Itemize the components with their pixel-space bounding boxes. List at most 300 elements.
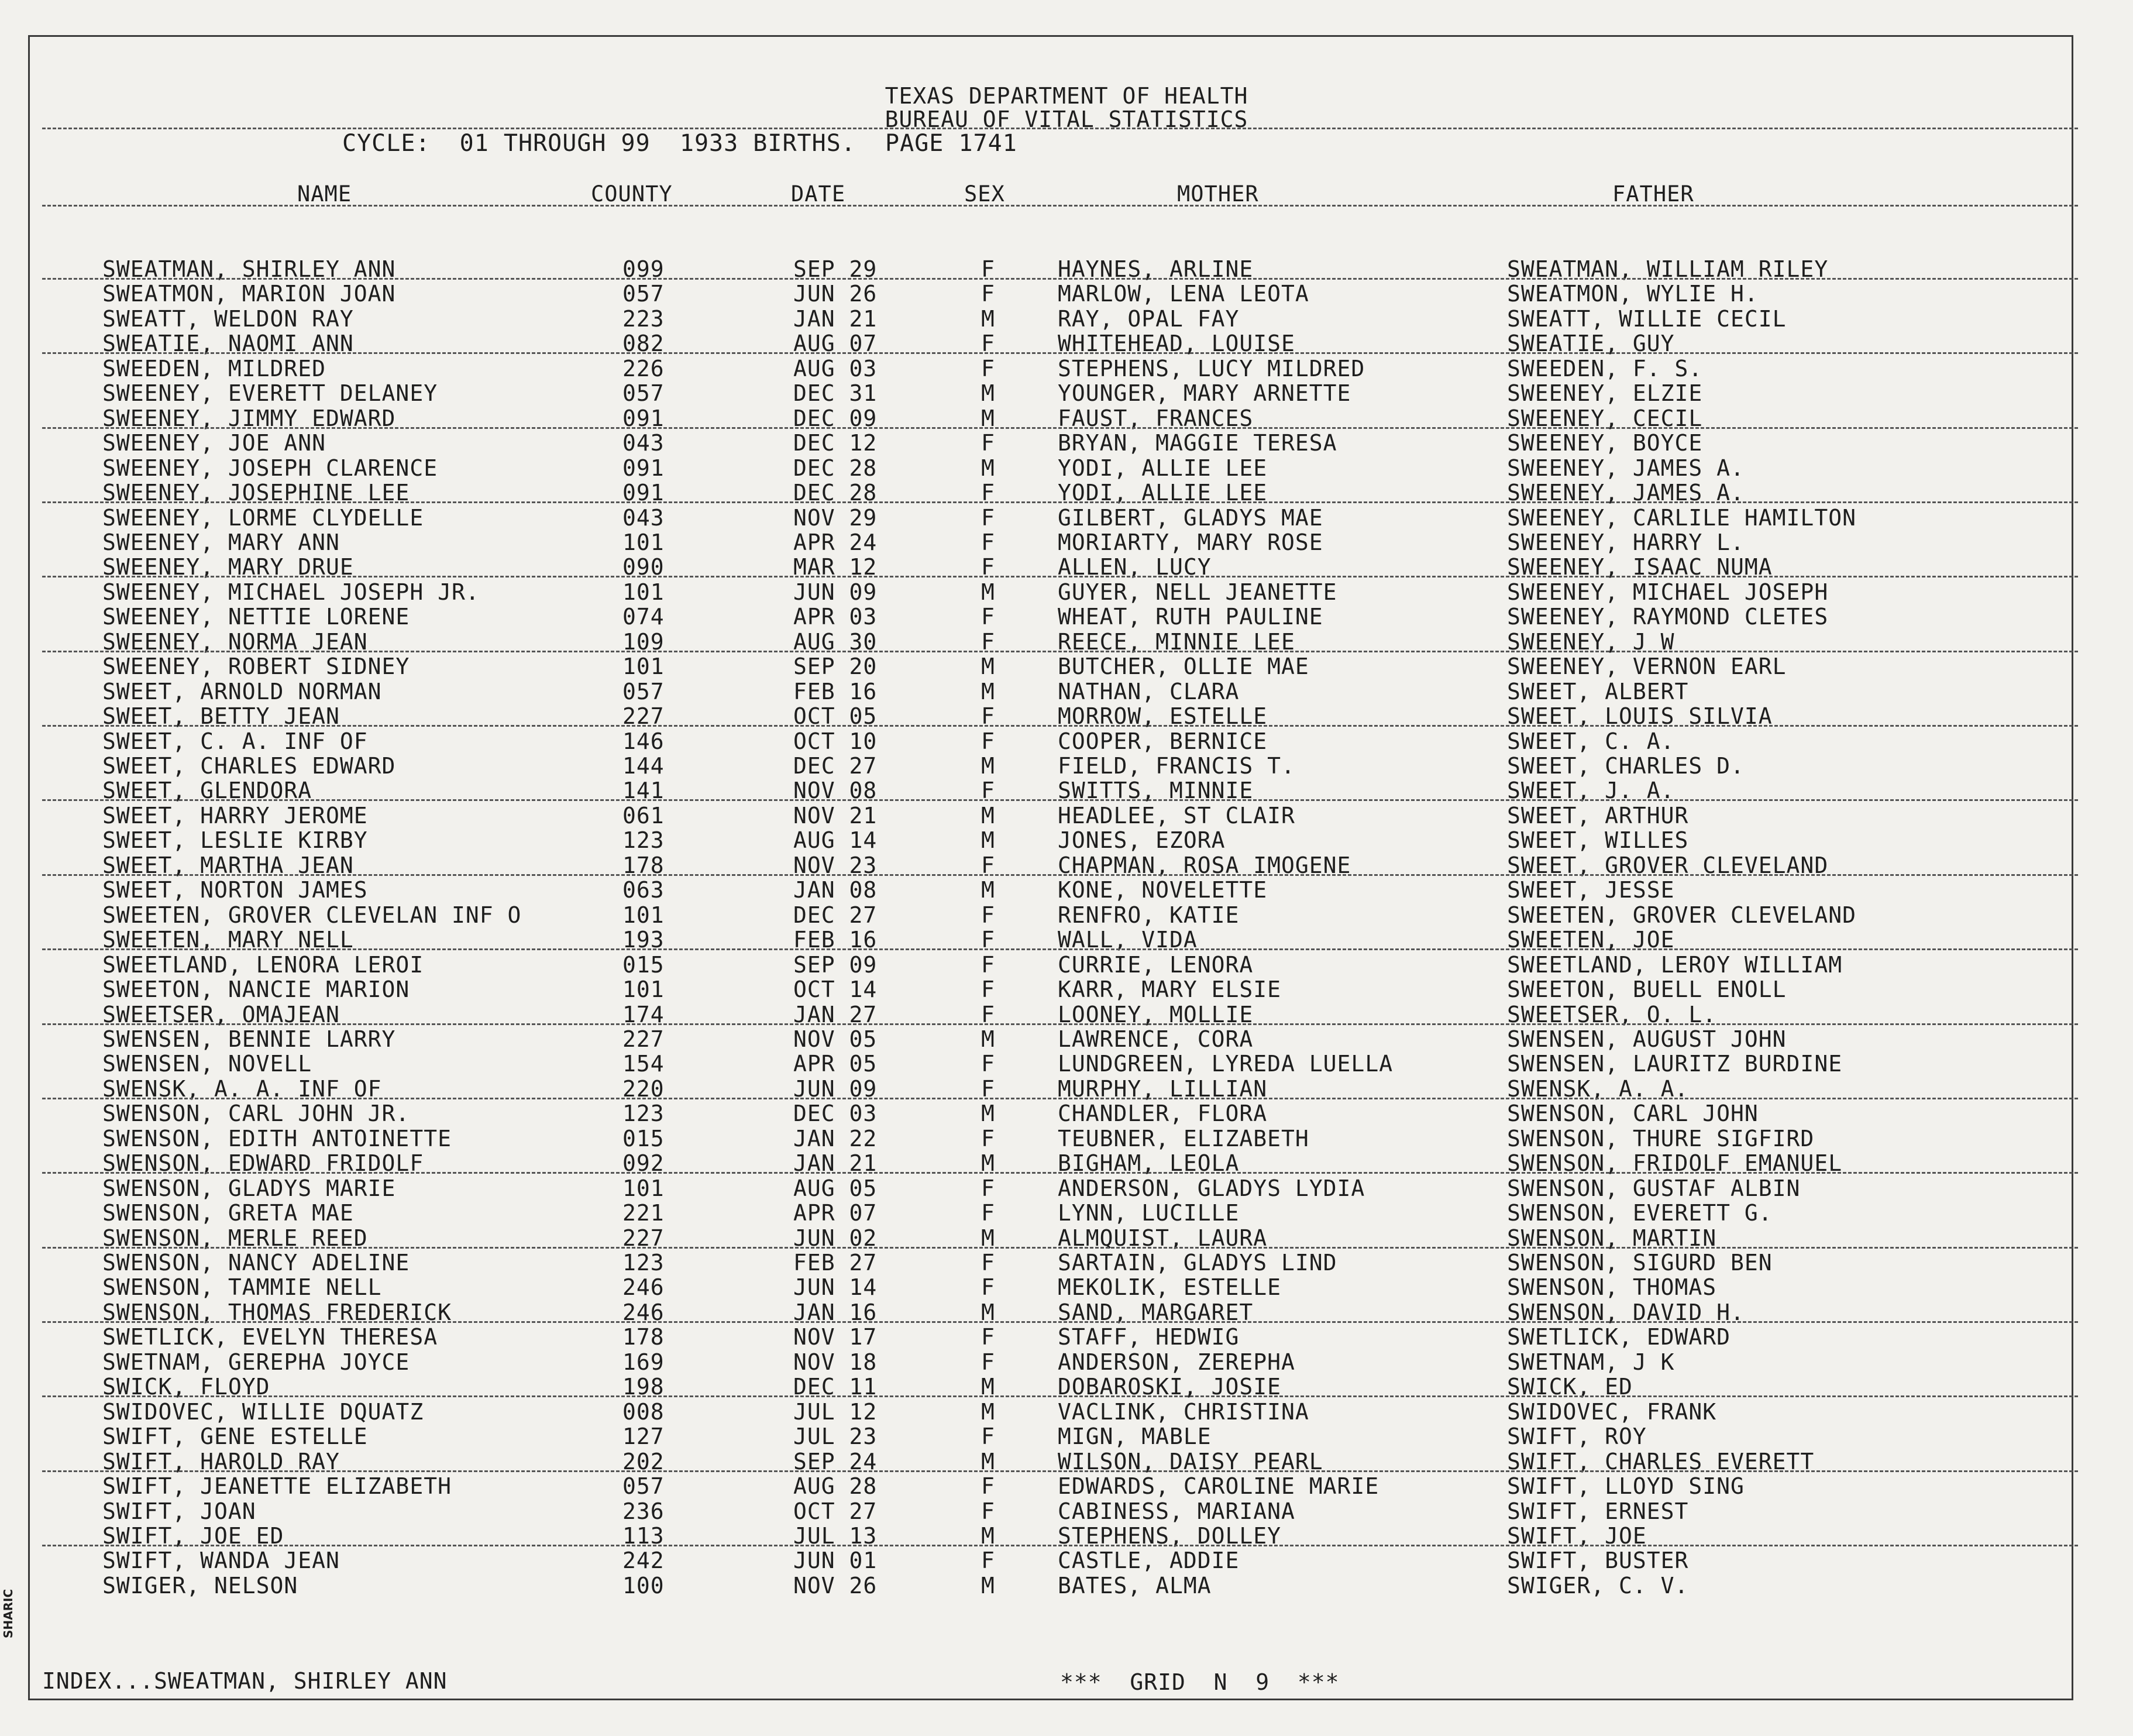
record-sex: F xyxy=(981,1349,995,1375)
record-date: DEC 03 xyxy=(793,1101,878,1127)
record-row xyxy=(0,579,2133,604)
record-row xyxy=(0,654,2133,678)
record-sex: F xyxy=(981,1498,995,1524)
record-county: 127 xyxy=(622,1424,665,1450)
record-father: SWEENEY, J W xyxy=(1507,628,1675,655)
record-sex: F xyxy=(981,1200,995,1226)
record-county: 090 xyxy=(622,554,665,580)
record-date: FEB 27 xyxy=(793,1250,878,1276)
record-name: SWEATMON, MARION JOAN xyxy=(102,281,396,307)
record-mother: WALL, VIDA xyxy=(1058,927,1198,953)
record-sex: M xyxy=(981,1572,995,1599)
cycle-line: CYCLE: 01 THROUGH 99 1933 BIRTHS. PAGE 1741 xyxy=(342,130,1017,157)
record-county: 057 xyxy=(622,281,665,307)
record-father: SWETNAM, J K xyxy=(1507,1349,1675,1375)
record-row xyxy=(0,331,2133,355)
record-name: SWEETON, NANCIE MARION xyxy=(102,977,410,1003)
record-mother: STEPHENS, LUCY MILDRED xyxy=(1058,355,1365,381)
row-group-rule xyxy=(42,1545,2078,1546)
record-mother: JONES, EZORA xyxy=(1058,827,1226,854)
record-row xyxy=(0,1300,2133,1324)
record-county: 123 xyxy=(622,1250,665,1276)
record-mother: BATES, ALMA xyxy=(1058,1572,1212,1599)
record-row xyxy=(0,1374,2133,1398)
record-name: SWIFT, WANDA JEAN xyxy=(102,1548,340,1574)
grid-footer: *** GRID N 9 *** xyxy=(1060,1669,1340,1695)
row-group-rule xyxy=(42,799,2078,801)
record-row xyxy=(0,306,2133,331)
record-date: SEP 20 xyxy=(793,654,878,680)
record-sex: F xyxy=(981,256,995,282)
record-sex: F xyxy=(981,554,995,580)
record-name: SWEATT, WELDON RAY xyxy=(102,305,354,332)
record-father: SWEETEN, JOE xyxy=(1507,927,1675,953)
row-group-rule xyxy=(42,1321,2078,1323)
record-county: 246 xyxy=(622,1274,665,1301)
record-row xyxy=(0,1573,2133,1597)
record-row xyxy=(0,281,2133,305)
record-date: AUG 03 xyxy=(793,355,878,381)
record-county: 091 xyxy=(622,455,665,481)
record-mother: STAFF, HEDWIG xyxy=(1058,1324,1240,1350)
record-mother: HEADLEE, ST CLAIR xyxy=(1058,802,1295,829)
record-mother: FIELD, FRANCIS T. xyxy=(1058,753,1295,779)
record-name: SWEENEY, JOE ANN xyxy=(102,430,326,456)
record-father: SWEENEY, CECIL xyxy=(1507,405,1703,431)
row-group-rule xyxy=(42,1172,2078,1174)
record-mother: CASTLE, ADDIE xyxy=(1058,1548,1240,1574)
record-date: MAR 12 xyxy=(793,554,878,580)
record-name: SWENSON, NANCY ADELINE xyxy=(102,1250,410,1276)
record-row xyxy=(0,1498,2133,1523)
record-row xyxy=(0,703,2133,728)
record-mother: FAUST, FRANCES xyxy=(1058,405,1254,431)
record-sex: F xyxy=(981,1175,995,1201)
record-county: 144 xyxy=(622,753,665,779)
record-father: SWETLICK, EDWARD xyxy=(1507,1324,1731,1350)
record-father: SWEET, LOUIS SILVIA xyxy=(1507,703,1773,730)
record-father: SWEET, ARTHUR xyxy=(1507,802,1689,829)
record-name: SWEENEY, JOSEPH CLARENCE xyxy=(102,455,438,481)
record-father: SWIFT, ERNEST xyxy=(1507,1498,1689,1524)
record-mother: BRYAN, MAGGIE TERESA xyxy=(1058,430,1337,456)
record-father: SWENSON, FRIDOLF EMANUEL xyxy=(1507,1150,1843,1177)
row-group-rule xyxy=(42,725,2078,727)
record-row xyxy=(0,1473,2133,1498)
record-father: SWENSON, SIGURD BEN xyxy=(1507,1250,1773,1276)
record-name: SWENSK, A. A. INF OF xyxy=(102,1075,382,1102)
record-father: SWENSON, MARTIN xyxy=(1507,1225,1717,1251)
record-name: SWEETLAND, LENORA LEROI xyxy=(102,951,424,978)
record-date: JUL 13 xyxy=(793,1522,878,1549)
record-name: SWEET, ARNOLD NORMAN xyxy=(102,678,382,704)
record-mother: GUYER, NELL JEANETTE xyxy=(1058,579,1337,605)
record-date: JUN 09 xyxy=(793,579,878,605)
record-row xyxy=(0,1051,2133,1075)
record-mother: MIGN, MABLE xyxy=(1058,1424,1212,1450)
record-father: SWIFT, BUSTER xyxy=(1507,1548,1689,1574)
record-sex: F xyxy=(981,1548,995,1574)
record-sex: F xyxy=(981,1324,995,1350)
record-father: SWENSON, CARL JOHN xyxy=(1507,1101,1759,1127)
record-name: SWENSEN, BENNIE LARRY xyxy=(102,1026,396,1052)
column-header-county: COUNTY xyxy=(591,181,673,207)
record-name: SWEET, C. A. INF OF xyxy=(102,728,368,754)
record-date: APR 24 xyxy=(793,529,878,555)
record-mother: YOUNGER, MARY ARNETTE xyxy=(1058,380,1351,407)
record-name: SWIFT, GENE ESTELLE xyxy=(102,1424,368,1450)
record-mother: REECE, MINNIE LEE xyxy=(1058,628,1295,655)
record-mother: MARLOW, LENA LEOTA xyxy=(1058,281,1309,307)
record-mother: ANDERSON, ZEREPHA xyxy=(1058,1349,1295,1375)
record-mother: CHAPMAN, ROSA IMOGENE xyxy=(1058,852,1351,878)
record-county: 146 xyxy=(622,728,665,754)
record-date: OCT 14 xyxy=(793,977,878,1003)
column-header-name: NAME xyxy=(297,181,352,207)
record-mother: CURRIE, LENORA xyxy=(1058,951,1254,978)
record-date: JAN 22 xyxy=(793,1125,878,1151)
record-name: SWEETSER, OMAJEAN xyxy=(102,1001,340,1027)
record-row xyxy=(0,753,2133,778)
record-father: SWEETEN, GROVER CLEVELAND xyxy=(1507,902,1856,928)
record-county: 123 xyxy=(622,1101,665,1127)
record-sex: F xyxy=(981,1274,995,1301)
record-county: 101 xyxy=(622,1175,665,1201)
record-county: 236 xyxy=(622,1498,665,1524)
record-father: SWEENEY, JAMES A. xyxy=(1507,480,1745,506)
column-header-mother: MOTHER xyxy=(1177,181,1259,207)
record-date: JUN 09 xyxy=(793,1075,878,1102)
record-sex: M xyxy=(981,1150,995,1177)
record-date: NOV 05 xyxy=(793,1026,878,1052)
record-county: 091 xyxy=(622,405,665,431)
row-group-rule xyxy=(42,1023,2078,1025)
record-mother: WILSON, DAISY PEARL xyxy=(1058,1448,1323,1474)
record-name: SWEATMAN, SHIRLEY ANN xyxy=(102,256,396,282)
record-date: AUG 28 xyxy=(793,1473,878,1500)
record-name: SWEENEY, JOSEPHINE LEE xyxy=(102,480,410,506)
record-sex: M xyxy=(981,579,995,605)
column-header-sex: SEX xyxy=(964,181,1005,207)
record-name: SWENSON, MERLE REED xyxy=(102,1225,368,1251)
record-county: 220 xyxy=(622,1075,665,1102)
bureau-title: BUREAU OF VITAL STATISTICS xyxy=(885,106,1248,132)
record-name: SWEENEY, NORMA JEAN xyxy=(102,628,368,655)
record-mother: KARR, MARY ELSIE xyxy=(1058,977,1282,1003)
record-sex: M xyxy=(981,753,995,779)
record-name: SWEET, BETTY JEAN xyxy=(102,703,340,730)
record-row xyxy=(0,1076,2133,1101)
record-county: 246 xyxy=(622,1299,665,1325)
record-row xyxy=(0,1399,2133,1424)
record-sex: F xyxy=(981,504,995,531)
record-mother: BUTCHER, OLLIE MAE xyxy=(1058,654,1309,680)
record-county: 178 xyxy=(622,852,665,878)
record-father: SWEET, J. A. xyxy=(1507,778,1675,804)
record-date: DEC 27 xyxy=(793,902,878,928)
record-father: SWEET, GROVER CLEVELAND xyxy=(1507,852,1829,878)
record-sex: F xyxy=(981,480,995,506)
record-sex: M xyxy=(981,802,995,829)
record-name: SWEENEY, MARY ANN xyxy=(102,529,340,555)
record-father: SWIGER, C. V. xyxy=(1507,1572,1689,1599)
record-name: SWENSON, GRETA MAE xyxy=(102,1200,354,1226)
record-county: 101 xyxy=(622,977,665,1003)
record-row xyxy=(0,803,2133,827)
record-sex: M xyxy=(981,1522,995,1549)
record-row xyxy=(0,1349,2133,1374)
record-sex: F xyxy=(981,778,995,804)
record-sex: M xyxy=(981,1374,995,1400)
record-sex: F xyxy=(981,529,995,555)
record-row xyxy=(0,977,2133,1001)
record-mother: ALLEN, LUCY xyxy=(1058,554,1212,580)
record-row xyxy=(0,778,2133,802)
record-date: DEC 11 xyxy=(793,1374,878,1400)
record-name: SWEETEN, MARY NELL xyxy=(102,927,354,953)
record-county: 099 xyxy=(622,256,665,282)
record-sex: M xyxy=(981,1225,995,1251)
record-father: SWIFT, LLOYD SING xyxy=(1507,1473,1745,1500)
record-mother: LAWRENCE, CORA xyxy=(1058,1026,1254,1052)
record-name: SWIFT, JEANETTE ELIZABETH xyxy=(102,1473,452,1500)
record-date: OCT 27 xyxy=(793,1498,878,1524)
record-date: AUG 30 xyxy=(793,628,878,655)
record-date: DEC 12 xyxy=(793,430,878,456)
record-row xyxy=(0,455,2133,480)
record-row xyxy=(0,1548,2133,1572)
record-county: 057 xyxy=(622,678,665,704)
record-name: SWENSON, TAMMIE NELL xyxy=(102,1274,382,1301)
record-sex: F xyxy=(981,951,995,978)
record-county: 141 xyxy=(622,778,665,804)
record-county: 074 xyxy=(622,604,665,630)
record-county: 223 xyxy=(622,305,665,332)
record-date: NOV 17 xyxy=(793,1324,878,1350)
record-mother: ANDERSON, GLADYS LYDIA xyxy=(1058,1175,1365,1201)
record-date: JUL 23 xyxy=(793,1424,878,1450)
record-county: 043 xyxy=(622,430,665,456)
record-date: JAN 21 xyxy=(793,305,878,332)
record-name: SWENSON, CARL JOHN JR. xyxy=(102,1101,410,1127)
record-row xyxy=(0,827,2133,852)
record-date: JUL 12 xyxy=(793,1398,878,1425)
record-sex: F xyxy=(981,1051,995,1077)
record-name: SWENSON, EDWARD FRIDOLF xyxy=(102,1150,424,1177)
record-sex: F xyxy=(981,628,995,655)
record-date: DEC 28 xyxy=(793,480,878,506)
record-father: SWENSON, EVERETT G. xyxy=(1507,1200,1773,1226)
record-row xyxy=(0,405,2133,430)
record-name: SWEET, LESLIE KIRBY xyxy=(102,827,368,854)
record-name: SWEET, GLENDORA xyxy=(102,778,312,804)
record-sex: M xyxy=(981,678,995,704)
record-father: SWEET, CHARLES D. xyxy=(1507,753,1745,779)
record-mother: ALMQUIST, LAURA xyxy=(1058,1225,1268,1251)
record-row xyxy=(0,356,2133,380)
record-name: SWEET, CHARLES EDWARD xyxy=(102,753,396,779)
record-name: SWEET, NORTON JAMES xyxy=(102,877,368,903)
record-county: 057 xyxy=(622,380,665,407)
record-sex: M xyxy=(981,1398,995,1425)
record-father: SWICK, ED xyxy=(1507,1374,1633,1400)
record-mother: SWITTS, MINNIE xyxy=(1058,778,1254,804)
record-sex: F xyxy=(981,1125,995,1151)
record-row xyxy=(0,1324,2133,1349)
record-mother: STEPHENS, DOLLEY xyxy=(1058,1522,1282,1549)
record-name: SWEATIE, NAOMI ANN xyxy=(102,331,354,357)
record-county: 008 xyxy=(622,1398,665,1425)
record-name: SWIGER, NELSON xyxy=(102,1572,298,1599)
record-mother: MEKOLIK, ESTELLE xyxy=(1058,1274,1282,1301)
record-mother: CHANDLER, FLORA xyxy=(1058,1101,1268,1127)
record-father: SWIFT, ROY xyxy=(1507,1424,1647,1450)
record-row xyxy=(0,1002,2133,1026)
record-mother: RAY, OPAL FAY xyxy=(1058,305,1240,332)
record-date: NOV 08 xyxy=(793,778,878,804)
row-group-rule xyxy=(42,352,2078,354)
record-name: SWENSON, THOMAS FREDERICK xyxy=(102,1299,452,1325)
record-sex: F xyxy=(981,1001,995,1027)
record-name: SWENSON, GLADYS MARIE xyxy=(102,1175,396,1201)
record-date: SEP 29 xyxy=(793,256,878,282)
record-row xyxy=(0,852,2133,877)
record-date: JAN 27 xyxy=(793,1001,878,1027)
record-father: SWEENEY, HARRY L. xyxy=(1507,529,1745,555)
record-sex: F xyxy=(981,902,995,928)
record-father: SWEENEY, ISAAC NUMA xyxy=(1507,554,1773,580)
record-name: SWEETEN, GROVER CLEVELAN INF O xyxy=(102,902,522,928)
record-sex: M xyxy=(981,827,995,854)
row-group-rule xyxy=(42,1098,2078,1099)
record-date: AUG 07 xyxy=(793,331,878,357)
record-sex: M xyxy=(981,654,995,680)
record-county: 113 xyxy=(622,1522,665,1549)
record-date: NOV 26 xyxy=(793,1572,878,1599)
record-date: OCT 05 xyxy=(793,703,878,730)
record-name: SWIFT, JOAN xyxy=(102,1498,256,1524)
row-group-rule xyxy=(42,1247,2078,1249)
record-row xyxy=(0,1150,2133,1175)
record-row xyxy=(0,902,2133,927)
side-label: SHARIC xyxy=(1,1589,15,1638)
record-father: SWIFT, CHARLES EVERETT xyxy=(1507,1448,1815,1474)
department-title: TEXAS DEPARTMENT OF HEALTH xyxy=(885,83,1248,109)
record-row xyxy=(0,480,2133,504)
record-county: 227 xyxy=(622,1026,665,1052)
record-name: SWICK, FLOYD xyxy=(102,1374,270,1400)
record-name: SWIDOVEC, WILLIE DQUATZ xyxy=(102,1398,424,1425)
record-name: SWEENEY, MICHAEL JOSEPH JR. xyxy=(102,579,480,605)
record-date: JUN 01 xyxy=(793,1548,878,1574)
record-date: JUN 26 xyxy=(793,281,878,307)
record-date: SEP 09 xyxy=(793,951,878,978)
record-mother: MURPHY, LILLIAN xyxy=(1058,1075,1268,1102)
record-mother: WHITEHEAD, LOUISE xyxy=(1058,331,1295,357)
record-father: SWEATMON, WYLIE H. xyxy=(1507,281,1759,307)
record-mother: TEUBNER, ELIZABETH xyxy=(1058,1125,1309,1151)
record-father: SWENSEN, LAURITZ BURDINE xyxy=(1507,1051,1843,1077)
row-group-rule xyxy=(42,576,2078,577)
record-mother: YODI, ALLIE LEE xyxy=(1058,480,1268,506)
record-sex: F xyxy=(981,852,995,878)
record-father: SWEENEY, MICHAEL JOSEPH xyxy=(1507,579,1829,605)
record-father: SWEETSER, O. L. xyxy=(1507,1001,1717,1027)
record-mother: VACLINK, CHRISTINA xyxy=(1058,1398,1309,1425)
record-father: SWEENEY, VERNON EARL xyxy=(1507,654,1787,680)
record-name: SWIFT, JOE ED xyxy=(102,1522,284,1549)
record-row xyxy=(0,1200,2133,1225)
record-father: SWENSON, GUSTAF ALBIN xyxy=(1507,1175,1801,1201)
record-sex: M xyxy=(981,455,995,481)
record-row xyxy=(0,1523,2133,1548)
record-date: JAN 21 xyxy=(793,1150,878,1177)
row-group-rule xyxy=(42,427,2078,429)
record-row xyxy=(0,554,2133,579)
record-mother: COOPER, BERNICE xyxy=(1058,728,1268,754)
record-sex: M xyxy=(981,877,995,903)
record-name: SWEEDEN, MILDRED xyxy=(102,355,326,381)
record-row xyxy=(0,1250,2133,1274)
record-date: DEC 27 xyxy=(793,753,878,779)
record-county: 174 xyxy=(622,1001,665,1027)
record-father: SWEENEY, ELZIE xyxy=(1507,380,1703,407)
header-rule xyxy=(42,128,2078,129)
record-father: SWIFT, JOE xyxy=(1507,1522,1647,1549)
record-county: 061 xyxy=(622,802,665,829)
record-father: SWEET, ALBERT xyxy=(1507,678,1689,704)
record-sex: F xyxy=(981,331,995,357)
record-name: SWETLICK, EVELYN THERESA xyxy=(102,1324,438,1350)
record-mother: SARTAIN, GLADYS LIND xyxy=(1058,1250,1337,1276)
record-date: APR 05 xyxy=(793,1051,878,1077)
record-date: FEB 16 xyxy=(793,927,878,953)
record-date: AUG 05 xyxy=(793,1175,878,1201)
record-sex: F xyxy=(981,604,995,630)
record-mother: EDWARDS, CAROLINE MARIE xyxy=(1058,1473,1379,1500)
record-sex: F xyxy=(981,1075,995,1102)
record-row xyxy=(0,1274,2133,1299)
record-mother: GILBERT, GLADYS MAE xyxy=(1058,504,1323,531)
record-county: 101 xyxy=(622,579,665,605)
record-county: 169 xyxy=(622,1349,665,1375)
record-sex: M xyxy=(981,405,995,431)
row-group-rule xyxy=(42,1470,2078,1472)
record-father: SWEET, JESSE xyxy=(1507,877,1675,903)
record-father: SWEETON, BUELL ENOLL xyxy=(1507,977,1787,1003)
record-row xyxy=(0,430,2133,455)
record-sex: M xyxy=(981,1299,995,1325)
record-county: 101 xyxy=(622,902,665,928)
record-sex: M xyxy=(981,1101,995,1127)
record-mother: DOBAROSKI, JOSIE xyxy=(1058,1374,1282,1400)
record-mother: YODI, ALLIE LEE xyxy=(1058,455,1268,481)
record-mother: RENFRO, KATIE xyxy=(1058,902,1240,928)
record-father: SWEENEY, BOYCE xyxy=(1507,430,1703,456)
record-county: 082 xyxy=(622,331,665,357)
record-row xyxy=(0,952,2133,977)
record-father: SWEEDEN, F. S. xyxy=(1507,355,1703,381)
record-mother: MORROW, ESTELLE xyxy=(1058,703,1268,730)
record-date: NOV 23 xyxy=(793,852,878,878)
record-name: SWENSEN, NOVELL xyxy=(102,1051,312,1077)
record-date: DEC 09 xyxy=(793,405,878,431)
record-mother: MORIARTY, MARY ROSE xyxy=(1058,529,1323,555)
record-county: 100 xyxy=(622,1572,665,1599)
record-row xyxy=(0,505,2133,530)
column-header-rule xyxy=(42,205,2078,207)
record-date: JUN 14 xyxy=(793,1274,878,1301)
